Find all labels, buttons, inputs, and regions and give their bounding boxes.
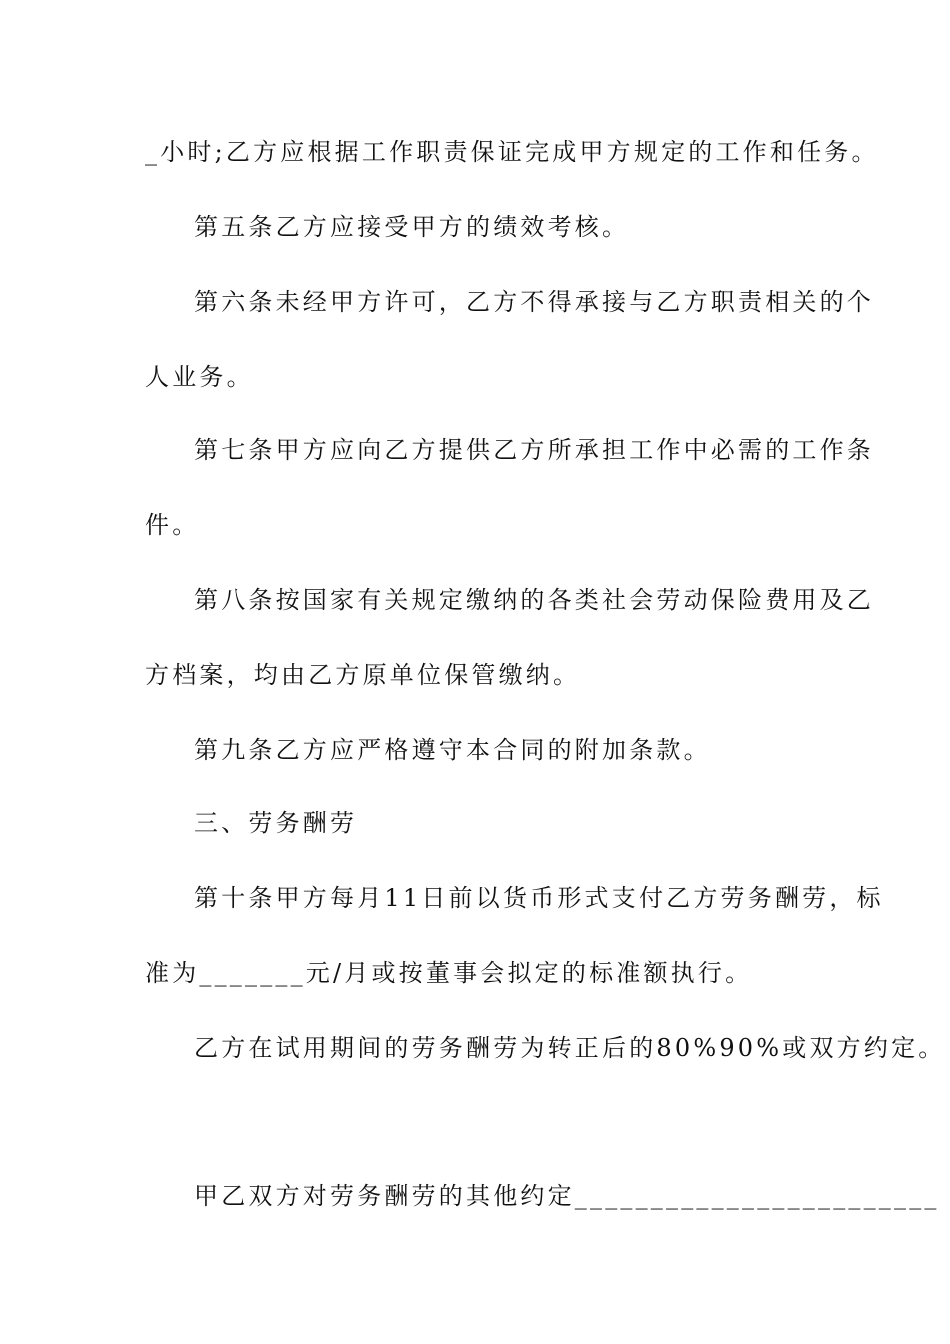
paragraph-line: 第十条甲方每月11日前以货币形式支付乙方劳务酬劳，标 bbox=[194, 884, 884, 912]
paragraph-line: 甲乙双方对劳务酬劳的其他约定________________________ bbox=[194, 1182, 940, 1210]
paragraph-line: 第五条乙方应接受甲方的绩效考核。 bbox=[194, 213, 630, 241]
paragraph-line: 第七条甲方应向乙方提供乙方所承担工作中必需的工作条 bbox=[194, 436, 874, 464]
paragraph-line: _小时;乙方应根据工作职责保证完成甲方规定的工作和任务。 bbox=[145, 138, 879, 166]
section-heading: 三、劳务酬劳 bbox=[194, 809, 358, 837]
paragraph-line: 准为_______元/月或按董事会拟定的标准额执行。 bbox=[145, 959, 753, 987]
paragraph-line: 乙方在试用期间的劳务酬劳为转正后的80%90%或双方约定。 bbox=[194, 1034, 946, 1062]
paragraph-line: 第六条未经甲方许可，乙方不得承接与乙方职责相关的个 bbox=[194, 288, 874, 316]
paragraph-line: 方档案，均由乙方原单位保管缴纳。 bbox=[145, 661, 581, 689]
paragraph-line: 件。 bbox=[145, 511, 200, 539]
paragraph-line: 第九条乙方应严格遵守本合同的附加条款。 bbox=[194, 736, 711, 764]
paragraph-line: 第八条按国家有关规定缴纳的各类社会劳动保险费用及乙 bbox=[194, 586, 874, 614]
paragraph-line: 人业务。 bbox=[145, 363, 254, 391]
